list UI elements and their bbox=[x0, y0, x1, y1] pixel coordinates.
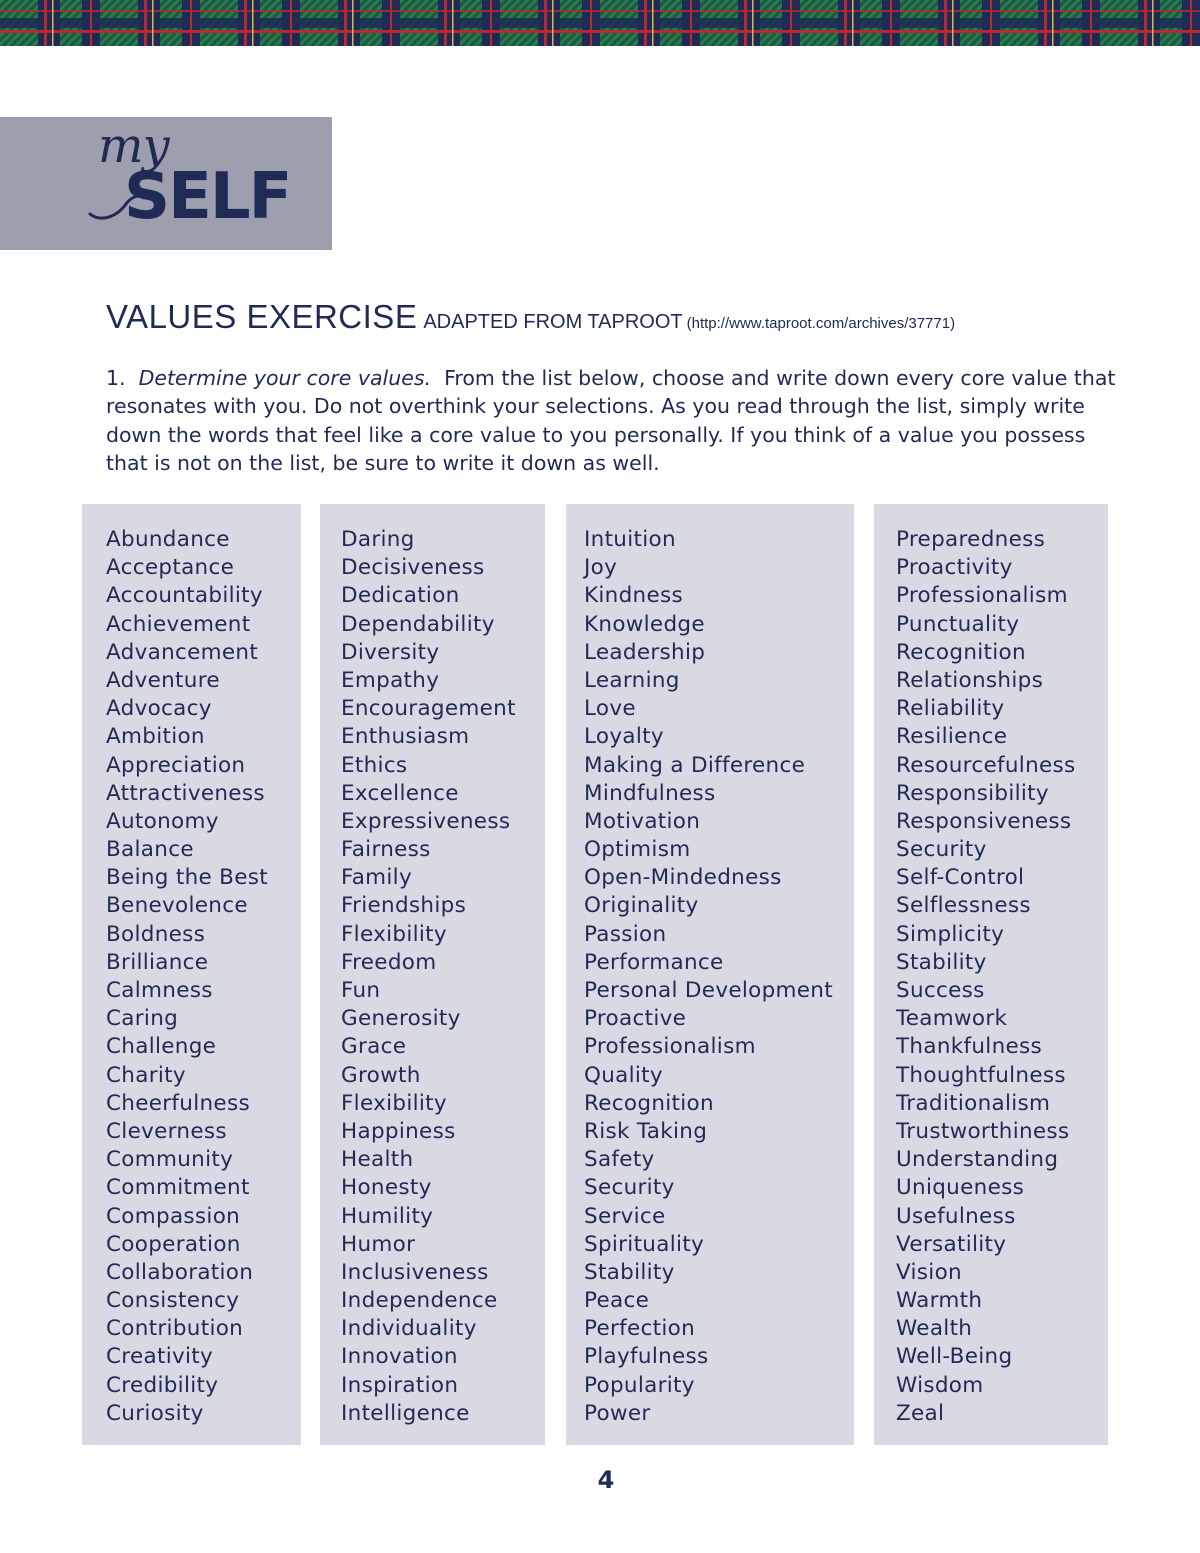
value-item: Success bbox=[896, 978, 985, 1003]
value-item: Open-Mindedness bbox=[584, 865, 782, 891]
values-column-1 bbox=[82, 504, 301, 1445]
values-list-1 bbox=[106, 526, 268, 1428]
heading-title: VALUES EXERCISE bbox=[106, 298, 418, 335]
value-item: Resourcefulness bbox=[896, 752, 1076, 778]
value-item: Enthusiasm bbox=[341, 724, 470, 750]
value-item: Fairness bbox=[341, 837, 431, 863]
value-item: Independence bbox=[341, 1288, 498, 1314]
instruction-lead: Determine your core values. bbox=[138, 366, 432, 390]
value-item: Learning bbox=[584, 667, 680, 693]
value-item: Power bbox=[584, 1400, 651, 1426]
value-item: Performance bbox=[584, 949, 724, 975]
heading-subtitle: ADAPTED FROM TAPROOT bbox=[423, 311, 683, 333]
value-item: Versatility bbox=[896, 1231, 1007, 1257]
value-item: Resilience bbox=[896, 724, 1008, 750]
value-item: Humor bbox=[341, 1231, 416, 1257]
instruction-number: 1. bbox=[106, 366, 126, 390]
value-item: Commitment bbox=[106, 1175, 250, 1201]
values-column-3 bbox=[566, 504, 854, 1445]
value-item: Inspiration bbox=[341, 1372, 459, 1398]
value-item: Dedication bbox=[341, 583, 460, 609]
value-item: Simplicity bbox=[896, 921, 1005, 947]
value-item: Warmth bbox=[896, 1288, 983, 1314]
value-item: Quality bbox=[584, 1062, 663, 1088]
value-item: Safety bbox=[584, 1147, 655, 1173]
value-item: Self-Control bbox=[896, 865, 1025, 891]
value-item: Health bbox=[341, 1147, 414, 1173]
value-item: Risk Taking bbox=[584, 1118, 708, 1144]
value-item: Loyalty bbox=[584, 724, 664, 750]
value-item: Autonomy bbox=[106, 808, 219, 834]
values-list-4 bbox=[896, 526, 1076, 1428]
value-item: Recognition bbox=[584, 1090, 714, 1116]
value-item: Innovation bbox=[341, 1344, 458, 1370]
value-item: Security bbox=[584, 1175, 675, 1201]
value-item: Service bbox=[584, 1203, 666, 1229]
value-item: Originality bbox=[584, 893, 699, 919]
value-item: Personal Development bbox=[584, 978, 833, 1003]
value-item: Caring bbox=[106, 1006, 179, 1032]
value-item: Making a Difference bbox=[584, 752, 806, 778]
value-item: Thoughtfulness bbox=[896, 1062, 1066, 1088]
value-item: Growth bbox=[341, 1062, 421, 1088]
value-item: Excellence bbox=[341, 780, 459, 806]
value-item: Freedom bbox=[341, 949, 437, 975]
value-item: Boldness bbox=[106, 921, 206, 947]
value-item: Security bbox=[896, 837, 987, 863]
value-item: Relationships bbox=[896, 667, 1044, 693]
value-item: Appreciation bbox=[106, 752, 246, 778]
value-item: Challenge bbox=[106, 1034, 217, 1060]
value-item: Advocacy bbox=[106, 696, 212, 722]
value-item: Intelligence bbox=[341, 1400, 470, 1426]
value-item: Contribution bbox=[106, 1316, 244, 1342]
value-item: Dependability bbox=[341, 611, 495, 637]
value-item: Creativity bbox=[106, 1344, 214, 1370]
value-item: Understanding bbox=[896, 1147, 1059, 1173]
value-item: Wealth bbox=[896, 1316, 973, 1342]
page-heading bbox=[106, 298, 955, 336]
value-item: Daring bbox=[341, 527, 415, 552]
value-item: Playfulness bbox=[584, 1344, 709, 1370]
value-item: Knowledge bbox=[584, 611, 705, 637]
value-item: Encouragement bbox=[341, 696, 516, 722]
value-item: Attractiveness bbox=[106, 780, 265, 806]
value-item: Adventure bbox=[106, 667, 220, 693]
value-item: Wisdom bbox=[896, 1372, 984, 1398]
value-item: Proactive bbox=[584, 1006, 687, 1032]
value-item: Ethics bbox=[341, 752, 408, 778]
value-item: Diversity bbox=[341, 639, 440, 665]
logo-my-text: my bbox=[98, 118, 169, 174]
value-item: Flexibility bbox=[341, 921, 447, 947]
value-item: Decisiveness bbox=[341, 555, 485, 581]
value-item: Benevolence bbox=[106, 893, 248, 919]
value-item: Balance bbox=[106, 837, 194, 863]
value-item: Acceptance bbox=[106, 555, 235, 581]
value-item: Leadership bbox=[584, 639, 706, 665]
value-item: Mindfulness bbox=[584, 780, 716, 806]
value-item: Traditionalism bbox=[896, 1090, 1051, 1116]
value-item: Individuality bbox=[341, 1316, 477, 1342]
value-item: Joy bbox=[584, 555, 618, 581]
value-item: Preparedness bbox=[896, 527, 1046, 552]
value-item: Perfection bbox=[584, 1316, 696, 1342]
value-item: Accountability bbox=[106, 583, 263, 609]
value-item: Well-Being bbox=[896, 1344, 1013, 1370]
value-item: Flexibility bbox=[341, 1090, 447, 1116]
value-item: Compassion bbox=[106, 1203, 241, 1229]
value-item: Responsibility bbox=[896, 780, 1049, 806]
value-item: Stability bbox=[584, 1259, 675, 1285]
value-item: Advancement bbox=[106, 639, 259, 665]
value-item: Punctuality bbox=[896, 611, 1020, 637]
value-item: Generosity bbox=[341, 1006, 461, 1032]
values-column-4 bbox=[874, 504, 1108, 1445]
values-column-2 bbox=[320, 504, 545, 1445]
value-item: Brilliance bbox=[106, 949, 209, 975]
page-number: 4 bbox=[597, 1466, 615, 1494]
instructions-paragraph bbox=[106, 364, 1116, 477]
value-item: Cheerfulness bbox=[106, 1090, 250, 1116]
value-item: Stability bbox=[896, 949, 987, 975]
value-item: Vision bbox=[896, 1259, 962, 1285]
values-list-3 bbox=[584, 526, 833, 1428]
instruction-text: From the list below, choose and write down every core value that resonates with you. Do not overthink your selections. As you read through the list, simply write down the words that feel like a core value to you personally. If you think of a value you possess that is not on the list, be sure to write it down as well. bbox=[106, 366, 1116, 475]
value-item: Recognition bbox=[896, 639, 1026, 665]
value-item: Zeal bbox=[896, 1400, 945, 1426]
value-item: Ambition bbox=[106, 724, 205, 750]
value-item: Calmness bbox=[106, 978, 213, 1003]
value-item: Honesty bbox=[341, 1175, 432, 1201]
value-item: Thankfulness bbox=[896, 1034, 1043, 1060]
value-item: Community bbox=[106, 1147, 234, 1173]
value-item: Intuition bbox=[584, 527, 676, 552]
value-item: Credibility bbox=[106, 1372, 219, 1398]
logo-self-text: SELF bbox=[124, 160, 291, 234]
value-item: Curiosity bbox=[106, 1400, 204, 1426]
value-item: Charity bbox=[106, 1062, 186, 1088]
value-item: Selflessness bbox=[896, 893, 1031, 919]
value-item: Empathy bbox=[341, 667, 440, 693]
value-item: Grace bbox=[341, 1034, 407, 1060]
heading-url: (http://www.taproot.com/archives/37771) bbox=[686, 315, 956, 332]
value-item: Expressiveness bbox=[341, 808, 511, 834]
value-item: Cooperation bbox=[106, 1231, 241, 1257]
value-item: Professionalism bbox=[584, 1034, 756, 1060]
value-item: Responsiveness bbox=[896, 808, 1072, 834]
value-item: Achievement bbox=[106, 611, 251, 637]
value-item: Proactivity bbox=[896, 555, 1013, 581]
value-item: Humility bbox=[341, 1203, 434, 1229]
value-item: Optimism bbox=[584, 837, 691, 863]
value-item: Abundance bbox=[106, 527, 230, 552]
value-item: Consistency bbox=[106, 1288, 240, 1314]
value-item: Happiness bbox=[341, 1118, 456, 1144]
value-item: Teamwork bbox=[896, 1006, 1008, 1032]
values-list-2 bbox=[341, 526, 516, 1428]
value-item: Being the Best bbox=[106, 865, 268, 891]
value-item: Peace bbox=[584, 1288, 650, 1314]
value-item: Spirituality bbox=[584, 1231, 705, 1257]
value-item: Kindness bbox=[584, 583, 684, 609]
value-item: Family bbox=[341, 865, 412, 891]
value-item: Collaboration bbox=[106, 1259, 254, 1285]
value-item: Passion bbox=[584, 921, 667, 947]
value-item: Uniqueness bbox=[896, 1175, 1025, 1201]
value-item: Cleverness bbox=[106, 1118, 227, 1144]
value-item: Love bbox=[584, 696, 636, 722]
value-item: Popularity bbox=[584, 1372, 695, 1398]
value-item: Trustworthiness bbox=[896, 1118, 1070, 1144]
plaid-banner bbox=[0, 0, 1200, 46]
value-item: Inclusiveness bbox=[341, 1259, 489, 1285]
value-item: Professionalism bbox=[896, 583, 1068, 609]
value-item: Reliability bbox=[896, 696, 1005, 722]
value-item: Usefulness bbox=[896, 1203, 1016, 1229]
value-item: Fun bbox=[341, 978, 381, 1003]
value-item: Friendships bbox=[341, 893, 467, 919]
value-item: Motivation bbox=[584, 808, 701, 834]
